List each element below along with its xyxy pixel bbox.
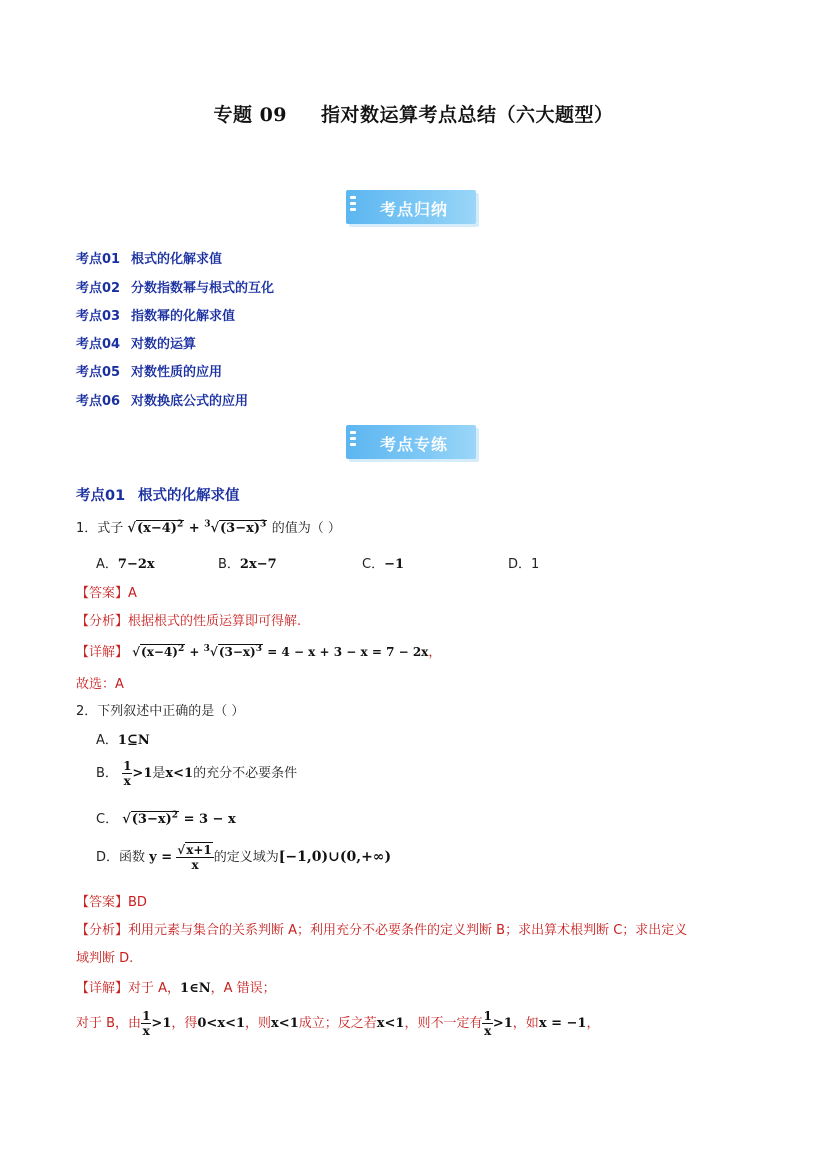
section-heading: 考点01 根式的化解求值	[76, 488, 240, 504]
banner-summary	[340, 186, 480, 228]
question-1: 1．式子 $√(x-4)^2 + ^3√(3-x)^3$ 的值为（ ）	[76, 519, 341, 536]
dots-icon	[350, 431, 358, 453]
q2-option-d: D．函数 y = $\frac{√x+1}{x}$ 的定义域为[−1,0)∪(0,+∞)	[96, 843, 392, 872]
q2-detail-line-2: 对于 B，由 $\frac{1}{x}$ >1，得0<x<1，则x<1成立；反之若x<1，则不一定有 $\frac{1}{x}$ >1，如x = −1，	[76, 1009, 600, 1038]
q1-detail: 【详解】 $√(x-4)^2 + ^3√(3-x)^3 = 4 - x + 3 - x = 7 - 2x$，	[76, 644, 442, 660]
q1-option-d: D．1	[508, 557, 540, 572]
toc-item-6: 考点06 对数换底公式的应用	[76, 394, 249, 409]
toc-item-5: 考点05 对数性质的应用	[76, 365, 223, 380]
q2-detail-line-1: 【详解】对于 A，1∈N，A 错误；	[76, 981, 276, 996]
banner-label: 考点专练	[379, 435, 448, 454]
q1-option-a: A．7−2x	[96, 557, 155, 572]
banner-practice	[340, 421, 480, 463]
title-number: 专题 09	[213, 104, 288, 126]
question-2: 2．下列叙述中正确的是（ ）	[76, 704, 245, 719]
q2-option-a: A．1⊆N	[96, 733, 150, 748]
q2-answer: 【答案】BD	[76, 895, 147, 910]
title-text: 指对数运算考点总结（六大题型）	[321, 104, 614, 126]
toc-item-4: 考点04 对数的运算	[76, 337, 197, 352]
q1-choose: 故选：A	[76, 677, 124, 692]
toc-item-1: 考点01 根式的化解求值	[76, 252, 223, 267]
q2-option-b: B． $\frac{1}{x}$ >1是x<1的充分不必要条件	[96, 759, 298, 788]
q2-analysis-line-1: 【分析】利用元素与集合的关系判断 A；利用充分不必要条件的定义判断 B；求出算术根判断 C；求出定义	[76, 923, 688, 938]
q1-answer: 【答案】A	[76, 586, 137, 601]
dots-icon	[350, 196, 358, 218]
q1-expression: $√(x-4)^2 + ^3√(3-x)^3$	[127, 519, 267, 536]
q1-analysis: 【分析】根据根式的性质运算即可得解.	[76, 614, 302, 629]
q1-option-c: C．−1	[362, 557, 405, 572]
q2-option-c: C． $√(3-x)^2 = 3 - x$	[96, 810, 236, 827]
toc-item-3: 考点03 指数幂的化解求值	[76, 309, 236, 324]
q2-analysis-line-2: 域判断 D.	[76, 951, 134, 966]
page-title	[0, 100, 827, 127]
banner-label: 考点归纳	[379, 200, 448, 219]
toc-item-2: 考点02 分数指数幂与根式的互化	[76, 281, 275, 296]
q1-option-b: B．2x−7	[218, 557, 277, 572]
